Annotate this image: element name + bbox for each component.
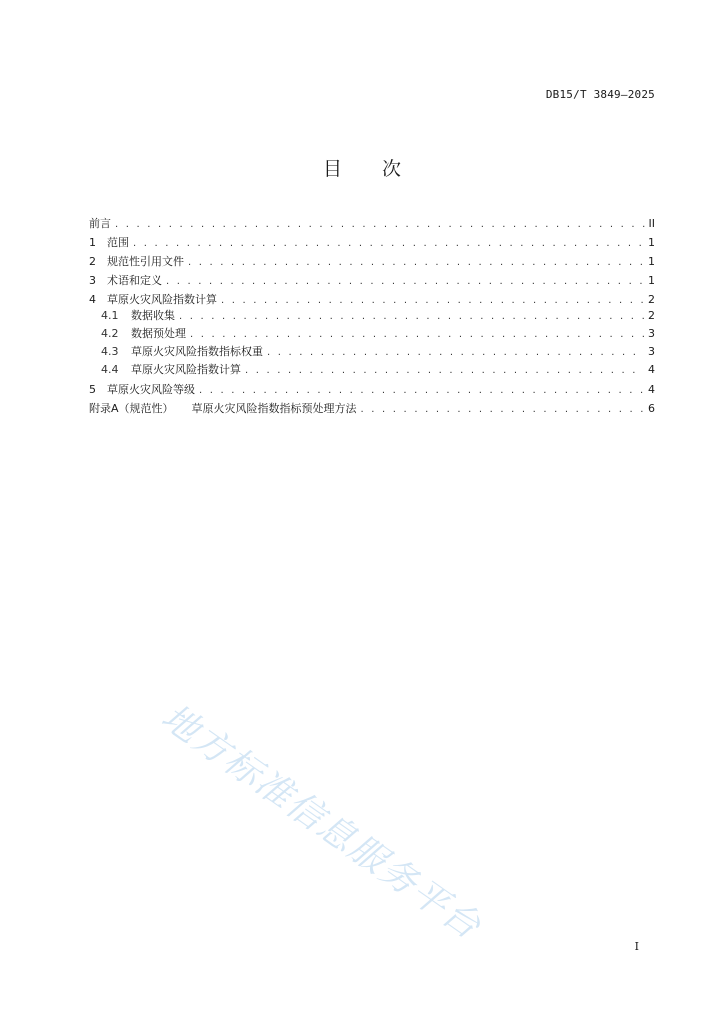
toc-number: 4: [89, 293, 96, 306]
toc-leader: [361, 402, 644, 418]
toc-number: 4.3: [101, 345, 119, 358]
toc-entry-4-4[interactable]: [89, 362, 655, 380]
toc-entry-2[interactable]: [89, 254, 655, 273]
toc-label: 数据预处理: [131, 327, 186, 340]
toc-number: 1: [89, 236, 96, 249]
toc-label: 草原火灾风险指数指标权重: [131, 345, 263, 358]
toc-leader: [267, 345, 644, 361]
toc-label: 术语和定义: [107, 274, 162, 287]
toc-leader: [190, 327, 644, 343]
toc-number: 3: [89, 274, 96, 287]
toc-label: 数据收集: [131, 309, 175, 322]
toc-entry-appendix-a[interactable]: [89, 401, 655, 420]
watermark: 地方标准信息服务平台: [153, 696, 489, 949]
toc-page: 3: [648, 345, 655, 358]
toc-number: 4.2: [101, 327, 119, 340]
document-code: DB15/T 3849—2025: [545, 88, 655, 101]
toc-page: 2: [648, 309, 655, 322]
toc-leader: [133, 236, 644, 252]
toc-label: 草原火灾风险指数计算: [107, 293, 217, 306]
toc-entry-foreword[interactable]: [89, 216, 655, 235]
toc-label: 范围: [107, 236, 129, 249]
toc-page: 6: [648, 402, 655, 415]
toc-entry-3[interactable]: [89, 273, 655, 292]
toc-number: 5: [89, 383, 96, 396]
toc-number: 2: [89, 255, 96, 268]
toc-leader: [115, 217, 645, 233]
toc-page: 4: [648, 363, 655, 376]
toc-label: 前言: [89, 217, 111, 230]
toc-page: 1: [648, 236, 655, 249]
toc-leader: [179, 309, 644, 325]
title-char-2: 次: [382, 158, 402, 180]
toc-leader: [245, 363, 644, 379]
toc-leader: [166, 274, 644, 290]
toc-label: 草原火灾风险指数指标预处理方法: [191, 402, 357, 415]
toc-number: 4.4: [101, 363, 119, 376]
toc-leader: [199, 383, 644, 399]
toc-entry-4-3[interactable]: [89, 344, 655, 362]
toc-label: 草原火灾风险等级: [107, 383, 195, 396]
toc-page: II: [648, 217, 655, 230]
toc-page: 1: [648, 255, 655, 268]
table-of-contents: [89, 216, 655, 420]
toc-page: 4: [648, 383, 655, 396]
toc-leader: [188, 255, 644, 271]
toc-page: 2: [648, 293, 655, 306]
page-title: [0, 154, 724, 181]
title-char-1: 目: [322, 158, 342, 180]
toc-entry-4-2[interactable]: [89, 326, 655, 344]
toc-label: 规范性引用文件: [107, 255, 184, 268]
toc-number: 4.1: [101, 309, 119, 322]
toc-label: 草原火灾风险指数计算: [131, 363, 241, 376]
toc-number: 附录A（规范性）: [89, 402, 174, 415]
toc-page: 1: [648, 274, 655, 287]
toc-leader: [221, 293, 644, 309]
toc-entry-5[interactable]: [89, 382, 655, 401]
toc-page: 3: [648, 327, 655, 340]
toc-entry-4-1[interactable]: [89, 308, 655, 326]
page-number: I: [634, 940, 639, 953]
toc-entry-1[interactable]: [89, 235, 655, 254]
